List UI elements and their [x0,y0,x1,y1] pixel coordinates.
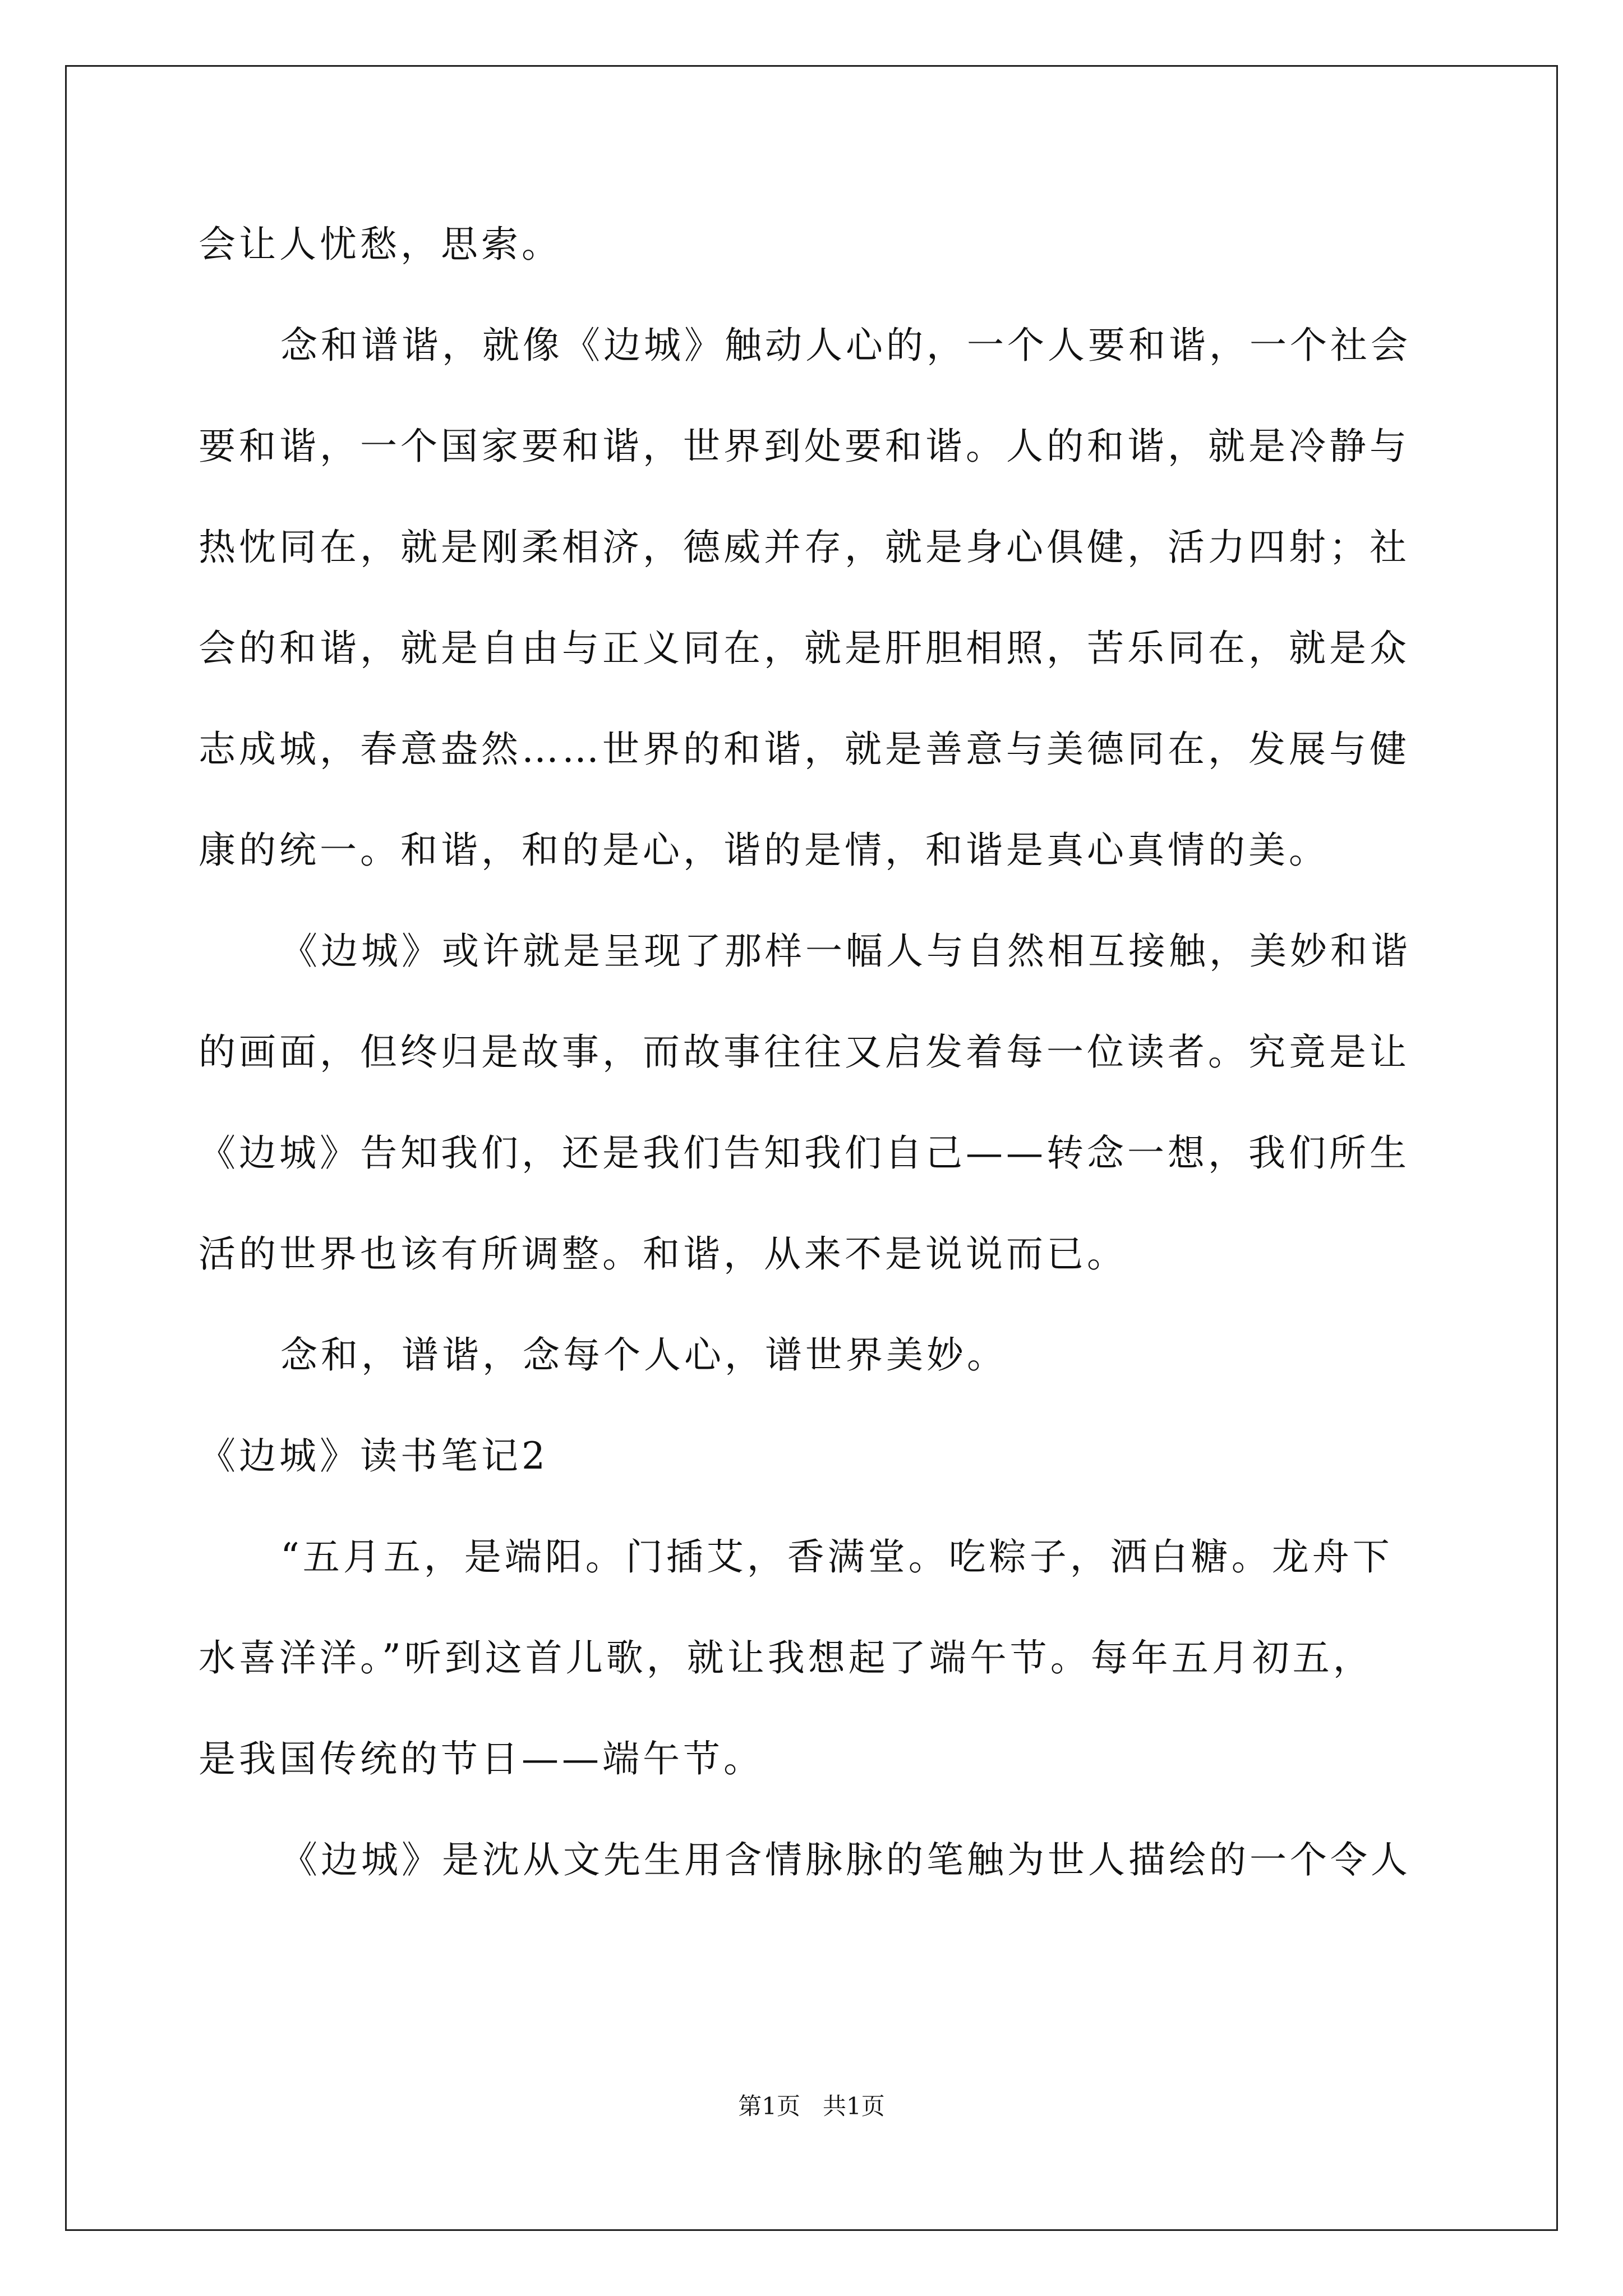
text-line: 念和，谱谐，念每个人心，谱世界美妙。 [280,1333,1007,1377]
text-line: 康的统一。和谐，和的是心，谐的是情，和谐是真心真情的美。 [199,829,1329,872]
text-line: 水喜洋洋。”听到这首儿歌，就让我想起了端午节。每年五月初五， [199,1636,1373,1680]
section-heading: 《边城》读书笔记2 [199,1434,548,1478]
text-line: 念和谱谐，就像《边城》触动人心的，一个人要和谐，一个社会 [280,324,1411,367]
text-line: 会的和谐，就是自由与正义同在，就是肝胆相照，苦乐同在，就是众 [199,627,1410,670]
text-line: 《边城》是沈从文先生用含情脉脉的笔触为世人描绘的一个令人 [280,1838,1411,1881]
text-line: 要和谐，一个国家要和谐，世界到处要和谐。人的和谐，就是冷静与 [199,425,1410,468]
page-footer: 第1页 共1页 [738,2092,885,2120]
text-line: 的画面，但终归是故事，而故事往往又启发着每一位读者。究竟是让 [199,1030,1410,1074]
text-line: “五月五，是端阳。门插艾，香满堂。吃粽子，洒白糖。龙舟下 [280,1535,1393,1579]
text-line: 会让人忧愁，思索。 [199,223,562,266]
text-line: 热忱同在，就是刚柔相济，德威并存，就是身心俱健，活力四射；社 [199,526,1410,569]
text-line: 《边城》告知我们，还是我们告知我们自己——转念一想，我们所生 [199,1131,1410,1175]
text-line: 《边城》或许就是呈现了那样一幅人与自然相互接触，美妙和谐 [280,930,1411,973]
text-line: 活的世界也该有所调整。和谐，从来不是说说而已。 [199,1232,1127,1276]
text-line: 志成城，春意盎然……世界的和谐，就是善意与美德同在，发展与健 [199,728,1410,771]
text-line: 是我国传统的节日——端午节。 [199,1737,764,1780]
